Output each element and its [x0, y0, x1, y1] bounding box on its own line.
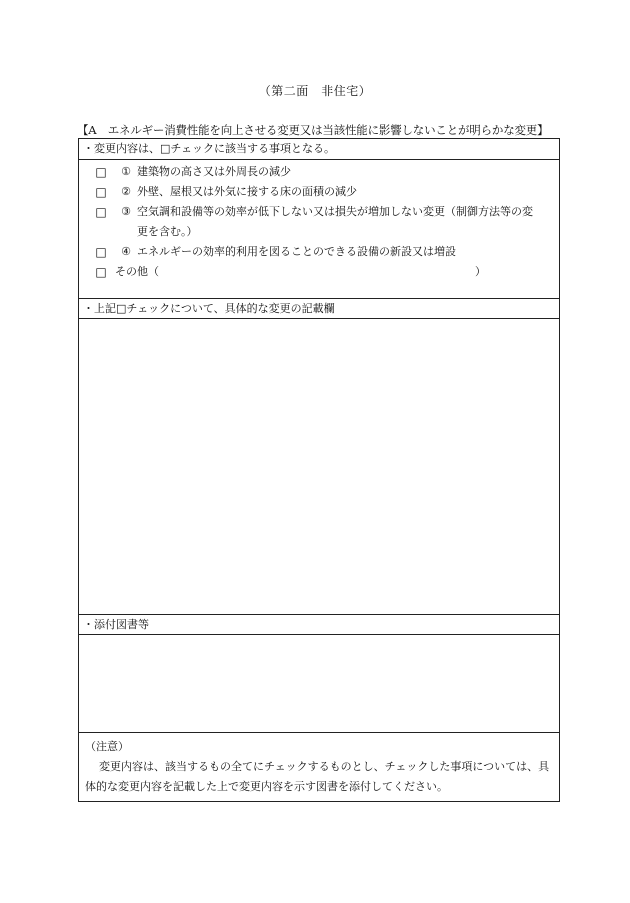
- attachments-input-area[interactable]: [79, 634, 559, 732]
- changes-list: [79, 159, 559, 298]
- item-number-3: ③: [121, 205, 131, 218]
- section-header: 【A エネルギー消費性能を向上させる変更又は当該性能に影響しないことが明らかな変更】: [77, 123, 549, 137]
- change-item-1[interactable]: [79, 162, 559, 182]
- details-input-area[interactable]: [79, 318, 559, 614]
- page-title: （第二面 非住宅）: [258, 84, 372, 98]
- checkbox-3[interactable]: □: [95, 205, 107, 219]
- notes-body: 変更内容は、該当するもの全てにチェックするものとし、チェックした事項については、具体的な変更内容を記載した上で変更内容を示す図書を添付してください。: [85, 760, 550, 793]
- changes-header: ・変更内容は、□チェックに該当する事項となる。: [83, 142, 336, 155]
- item-number-4: ④: [121, 245, 131, 258]
- checkbox-2[interactable]: □: [95, 185, 107, 199]
- notes-section: [79, 732, 559, 801]
- details-header: ・上記□チェックについて、具体的な変更の記載欄: [79, 298, 559, 318]
- other-input[interactable]: [159, 262, 475, 282]
- item-number-2: ②: [121, 185, 131, 198]
- change-item-2[interactable]: [79, 182, 559, 202]
- change-item-3[interactable]: [79, 202, 559, 222]
- form-table: [78, 138, 560, 802]
- item-text-3-continuation: 更を含む。）: [137, 225, 198, 238]
- change-item-4[interactable]: [79, 242, 559, 262]
- item-number-1: ①: [121, 165, 131, 178]
- attachments-header: ・添付図書等: [79, 614, 559, 634]
- item-text-3: 空気調和設備等の効率が低下しない又は損失が増加しない変更（制御方法等の変: [137, 205, 533, 218]
- checkbox-4[interactable]: □: [95, 245, 107, 259]
- item-text-4: エネルギーの効率的利用を図ることのできる設備の新設又は増設: [137, 245, 456, 258]
- checkbox-other[interactable]: □: [95, 265, 107, 279]
- other-close-paren: ）: [475, 265, 486, 278]
- checkbox-1[interactable]: □: [95, 165, 107, 179]
- change-item-other[interactable]: [79, 262, 559, 282]
- other-label: その他（: [115, 265, 159, 278]
- notes-title: （注意）: [85, 740, 129, 753]
- item-text-1: 建築物の高さ又は外周長の減少: [137, 165, 291, 178]
- item-text-2: 外壁、屋根又は外気に接する床の面積の減少: [137, 185, 357, 198]
